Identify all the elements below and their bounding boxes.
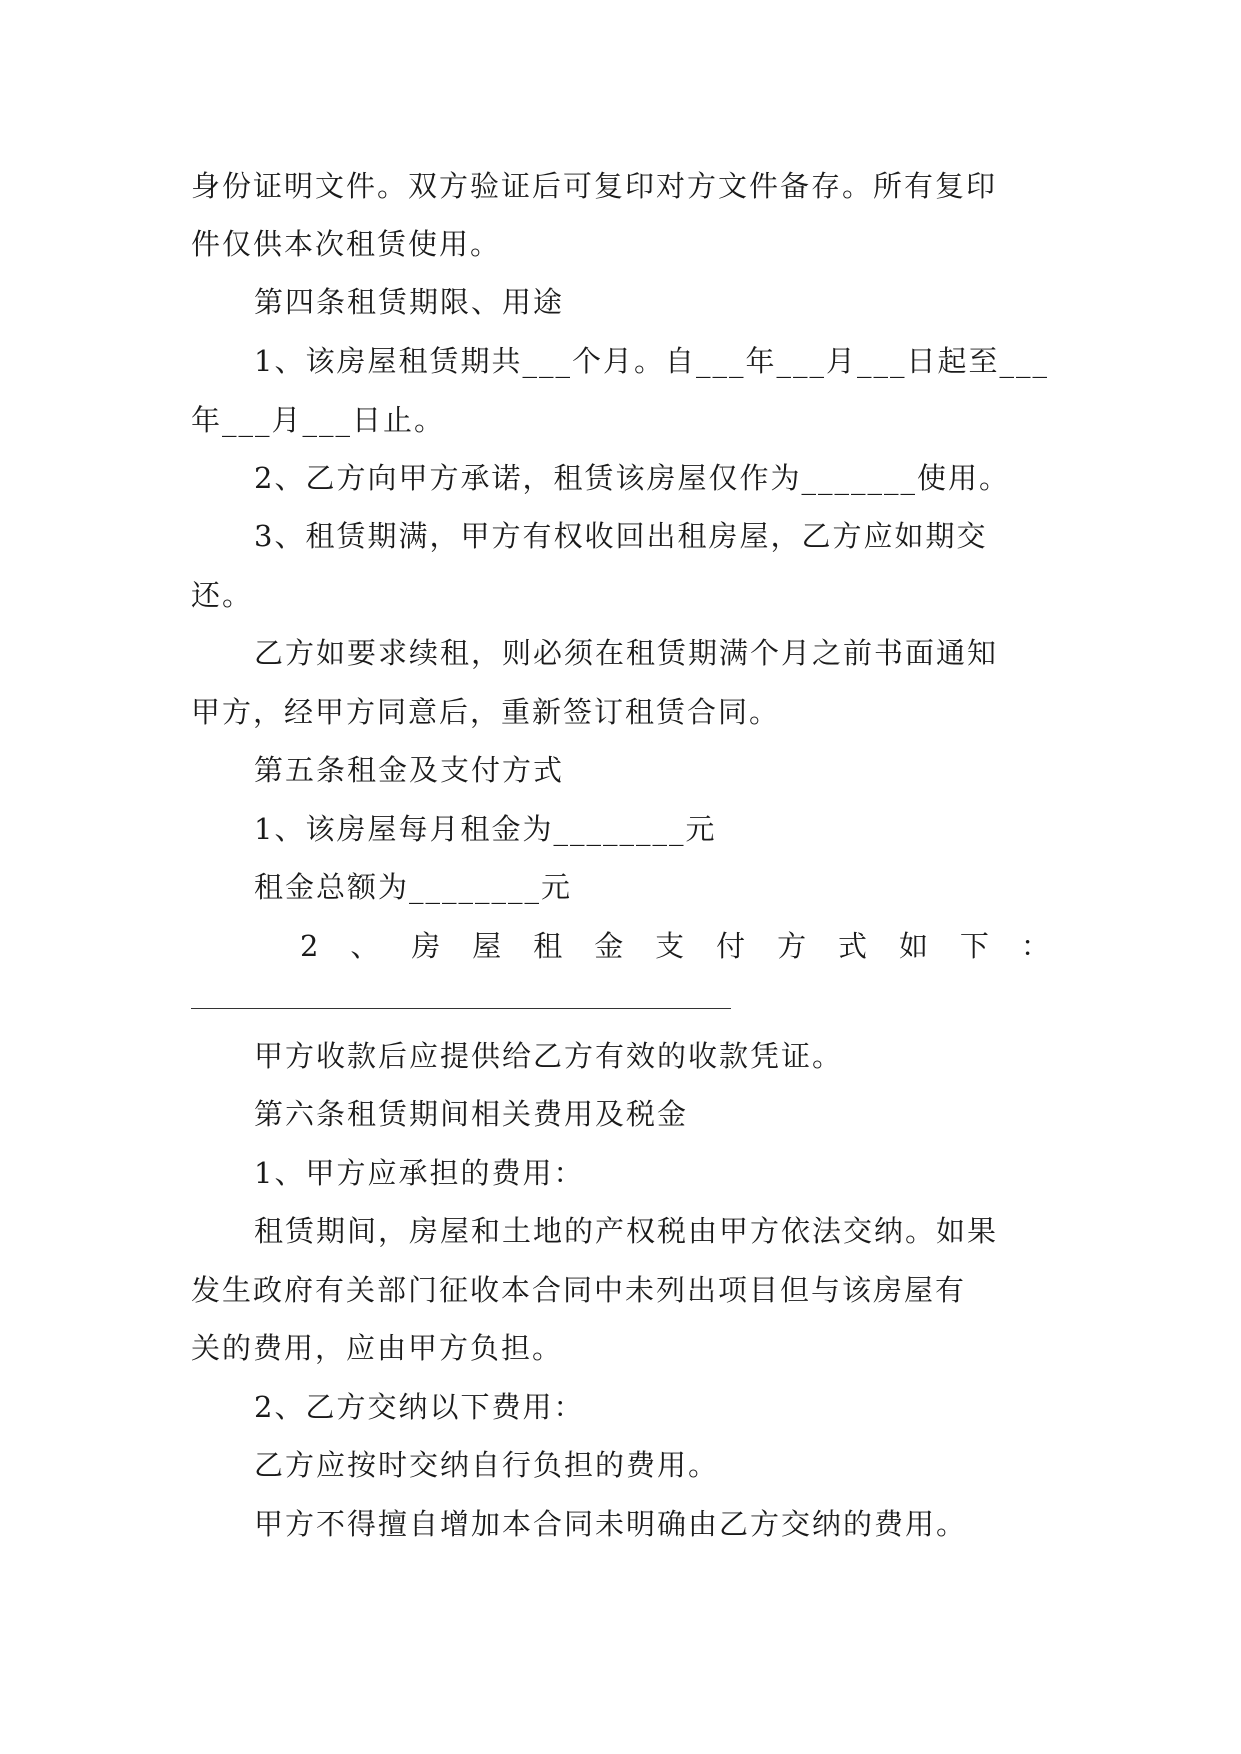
paragraph-line: 年___月___日止。 bbox=[191, 403, 446, 437]
section-heading-6: 第六条租赁期间相关费用及税金 bbox=[254, 1097, 689, 1131]
paragraph-line: 发生政府有关部门征收本合同中未列出项目但与该房屋有 bbox=[191, 1273, 967, 1307]
paragraph-line: 还。 bbox=[191, 578, 254, 612]
paragraph-line: 乙方如要求续租，则必须在租赁期满个月之前书面通知 bbox=[254, 636, 999, 670]
paragraph-line: 关的费用，应由甲方负担。 bbox=[191, 1331, 564, 1365]
paragraph-line: 2、乙方向甲方承诺，租赁该房屋仅作为_______使用。 bbox=[254, 461, 1010, 495]
paragraph-line: 甲方收款后应提供给乙方有效的收款凭证。 bbox=[254, 1039, 844, 1073]
section-heading-5: 第五条租金及支付方式 bbox=[254, 753, 565, 787]
paragraph-line: 身份证明文件。双方验证后可复印对方文件备存。所有复印 bbox=[191, 169, 998, 203]
paragraph-line: 3、租赁期满，甲方有权收回出租房屋，乙方应如期交 bbox=[254, 519, 988, 553]
paragraph-line: 甲方不得擅自增加本合同未明确由乙方交纳的费用。 bbox=[254, 1507, 968, 1541]
paragraph-line: 租金总额为________元 bbox=[254, 870, 573, 904]
paragraph-line: 1、甲方应承担的费用： bbox=[254, 1156, 585, 1190]
paragraph-line: 1、该房屋租赁期共___个月。自___年___月___日起至___ bbox=[254, 344, 1049, 378]
paragraph-line: 乙方应按时交纳自行负担的费用。 bbox=[254, 1448, 720, 1482]
paragraph-line: 件仅供本次租赁使用。 bbox=[191, 227, 502, 261]
paragraph-line: 2、乙方交纳以下费用： bbox=[254, 1390, 585, 1424]
paragraph-line: 甲方，经甲方同意后，重新签订租赁合同。 bbox=[191, 695, 781, 729]
fill-in-blank-line bbox=[191, 1008, 731, 1009]
paragraph-line: 租赁期间，房屋和土地的产权税由甲方依法交纳。如果 bbox=[254, 1214, 999, 1248]
paragraph-line: 1、该房屋每月租金为________元 bbox=[254, 812, 717, 846]
payment-method-line: 2 、 房 屋 租 金 支 付 方 式 如 下 ： bbox=[300, 929, 1050, 963]
section-heading-4: 第四条租赁期限、用途 bbox=[254, 285, 565, 319]
